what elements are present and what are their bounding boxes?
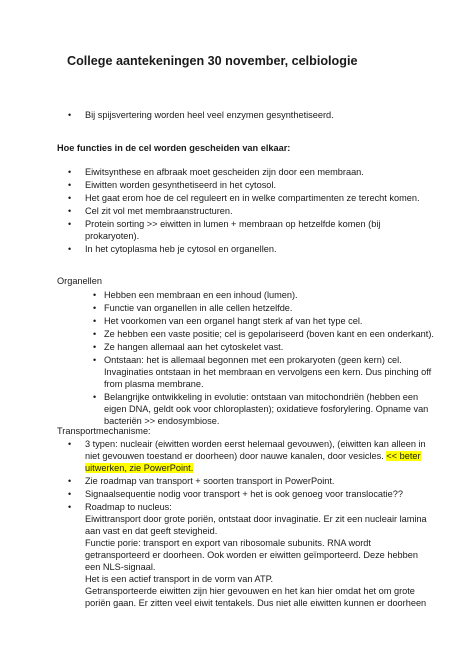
bullet-icon: • bbox=[93, 355, 97, 365]
list-item: Ontstaan: het is allemaal begonnen met een prokaryoten (geen kern) cel. bbox=[104, 355, 402, 365]
list-item: Functie van organellen in alle cellen hetzelfde. bbox=[104, 303, 293, 313]
list-item-continuation: Invaginaties ontstaan in het membraan en vervolgens een kern. Dus pinching off bbox=[104, 367, 432, 377]
page-title: College aantekeningen 30 november, celbiologie bbox=[67, 54, 358, 68]
list-item-continuation: bacteriën >> endosymbiose. bbox=[104, 416, 220, 426]
bullet-icon: • bbox=[93, 392, 97, 402]
bullet-icon: • bbox=[93, 329, 97, 339]
list-item: Hebben een membraan en een inhoud (lumen). bbox=[104, 290, 298, 300]
bullet-icon: • bbox=[93, 290, 97, 300]
list-item-continuation: een NLS-signaal. bbox=[85, 562, 156, 572]
list-item-continuation: poriën gaan. Er zitten veel eiwit tentakels. Dus niet alle eiwitten kunnen er doorheen bbox=[85, 598, 427, 608]
bullet-icon: • bbox=[93, 303, 97, 313]
list-item: 3 typen: nucleair (eiwitten worden eerst helemaal gevouwen), (eiwitten kan alleen in bbox=[85, 439, 426, 449]
bullet-icon: • bbox=[68, 167, 72, 177]
list-item: Signaalsequentie nodig voor transport + het is ook genoeg voor translocatie?? bbox=[85, 489, 403, 499]
list-item: In het cytoplasma heb je cytosol en organellen. bbox=[85, 244, 277, 254]
list-item-text: niet gevouwen toestand er doorheen) door nauwe kanalen, door vesicles. bbox=[85, 451, 387, 461]
list-item: Zie roadmap van transport + soorten transport in PowerPoint. bbox=[85, 476, 335, 486]
bullet-icon: • bbox=[68, 489, 72, 499]
highlighted-note: << beter bbox=[386, 451, 421, 461]
list-item-continuation bbox=[85, 462, 193, 474]
intro-bullet-text: Bij spijsvertering worden heel veel enzymen gesynthetiseerd. bbox=[85, 110, 334, 120]
list-item-continuation: eigen DNA, geldt ook voor chloroplasten); oxidatieve fosforylering. Opname van bbox=[104, 404, 429, 414]
list-item: Protein sorting >> eiwitten in lumen + membraan op hetzelfde komen (bij bbox=[85, 219, 381, 229]
list-item: Belangrijke ontwikkeling in evolutie: ontstaan van mitochondriën (hebben een bbox=[104, 392, 419, 402]
list-item: Eiwitsynthese en afbraak moet gescheiden zijn door een membraan. bbox=[85, 167, 364, 177]
bullet-icon: • bbox=[68, 219, 72, 229]
bullet-icon: • bbox=[68, 502, 72, 512]
list-item: Ze hangen allemaal aan het cytoskelet vast. bbox=[104, 342, 284, 352]
list-item: Cel zit vol met membraanstructuren. bbox=[85, 206, 233, 216]
list-item-continuation: Het is een actief transport in de vorm van ATP. bbox=[85, 574, 274, 584]
list-item-continuation: prokaryoten). bbox=[85, 231, 140, 241]
section-heading-transport: Transportmechanisme: bbox=[57, 426, 151, 436]
bullet-icon: • bbox=[93, 342, 97, 352]
bullet-icon: • bbox=[68, 439, 72, 449]
list-item-continuation: aan vast en dat geeft stevigheid. bbox=[85, 526, 218, 536]
list-item-continuation: getransporteerd er doorheen. Ook worden er eiwitten geïmporteerd. Deze hebben bbox=[85, 550, 418, 560]
bullet-icon: • bbox=[68, 180, 72, 190]
list-item: Het gaat erom hoe de cel reguleert en in welke compartimenten ze terecht komen. bbox=[85, 193, 420, 203]
bullet-icon: • bbox=[68, 476, 72, 486]
bullet-icon: • bbox=[68, 206, 72, 216]
list-item: Roadmap to nucleus: bbox=[85, 502, 172, 512]
bullet-icon: • bbox=[68, 193, 72, 203]
list-item-continuation: Eiwittransport door grote poriën, ontstaat door invaginatie. Er zit een nucleair lamina bbox=[85, 514, 427, 524]
section-heading-organellen: Organellen bbox=[57, 276, 102, 286]
list-item-continuation: Getransporteerde eiwitten zijn hier gevouwen en het kan hier omdat het om grote bbox=[85, 586, 415, 596]
list-item: Het voorkomen van een organel hangt sterk af van het type cel. bbox=[104, 316, 363, 326]
list-item-continuation: from plasma membrane. bbox=[104, 379, 204, 389]
section-heading-functions: Hoe functies in de cel worden gescheiden van elkaar: bbox=[57, 143, 291, 153]
list-item: Ze hebben een vaste positie; cel is gepolariseerd (boven kant en een onderkant). bbox=[104, 329, 434, 339]
bullet-icon: • bbox=[68, 244, 72, 254]
highlighted-note: uitwerken, zie PowerPoint. bbox=[85, 463, 194, 473]
bullet-icon: • bbox=[93, 316, 97, 326]
bullet-icon: • bbox=[68, 110, 72, 120]
list-item: Eiwitten worden gesynthetiseerd in het cytosol. bbox=[85, 180, 276, 190]
list-item-continuation: Functie porie: transport en export van ribosomale subunits. RNA wordt bbox=[85, 538, 371, 548]
list-item-continuation bbox=[85, 450, 421, 462]
